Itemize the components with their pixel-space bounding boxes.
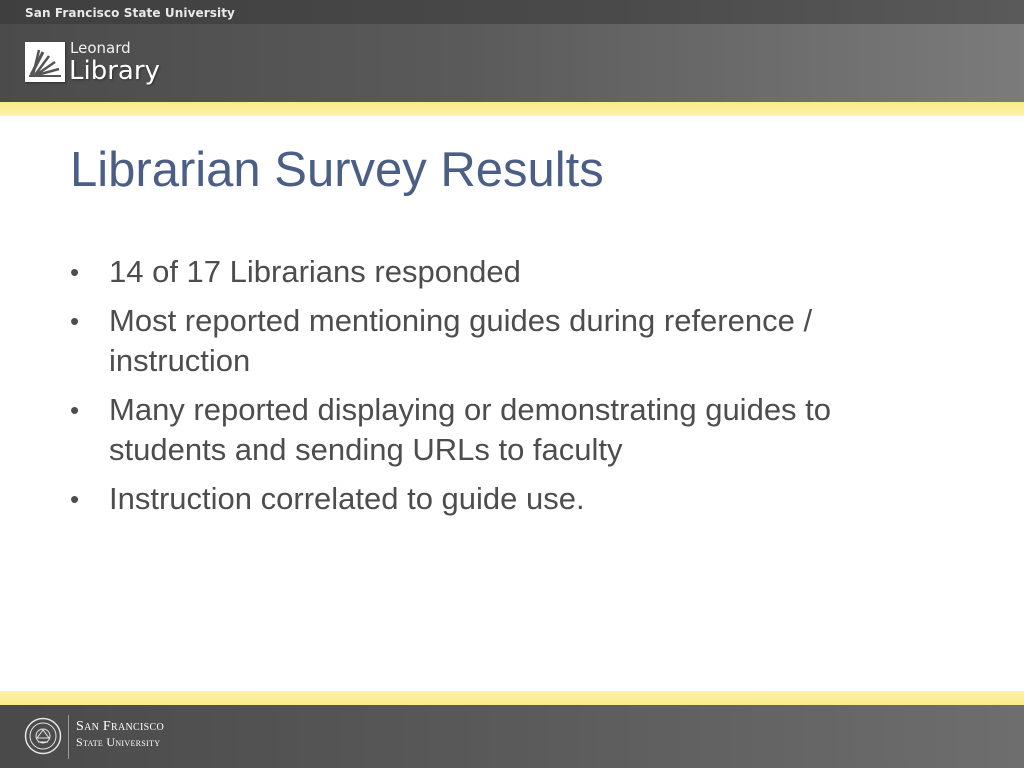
- university-seal-icon: [24, 717, 62, 755]
- bullet-item: [70, 390, 950, 470]
- bullet-text: Instruction correlated to guide use.: [109, 481, 585, 516]
- logo-text-leonard: Leonard: [70, 39, 131, 57]
- bullet-list: [70, 252, 950, 528]
- university-bar: [0, 0, 1024, 24]
- bullet-text: 14 of 17 Librarians responded: [109, 254, 521, 289]
- bullet-dot-icon: •: [70, 395, 80, 425]
- footer-accent-stripe: [0, 691, 1024, 705]
- bullet-item: [70, 479, 950, 519]
- footer-university-line1: San Francisco: [76, 719, 164, 734]
- bullet-item: [70, 301, 950, 381]
- bullet-dot-icon: •: [70, 484, 80, 514]
- bullet-dot-icon: •: [70, 257, 80, 287]
- bullet-dot-icon: •: [70, 306, 80, 336]
- footer-university-line2: State University: [76, 735, 161, 749]
- footer-divider: [68, 715, 69, 759]
- bullet-text: Many reported displaying or demonstrating guides to students and sending URLs to faculty: [109, 392, 832, 467]
- footer-bar: [0, 705, 1024, 768]
- bullet-item: [70, 252, 950, 292]
- header-bar: [0, 0, 1024, 102]
- university-name: San Francisco State University: [25, 6, 235, 20]
- header-accent-stripe: [0, 102, 1024, 116]
- bullet-text: Most reported mentioning guides during reference / instruction: [109, 303, 813, 378]
- library-book-fan-icon: [25, 42, 65, 82]
- slide-title: Librarian Survey Results: [70, 143, 604, 197]
- logo-text-library: Library: [69, 56, 160, 86]
